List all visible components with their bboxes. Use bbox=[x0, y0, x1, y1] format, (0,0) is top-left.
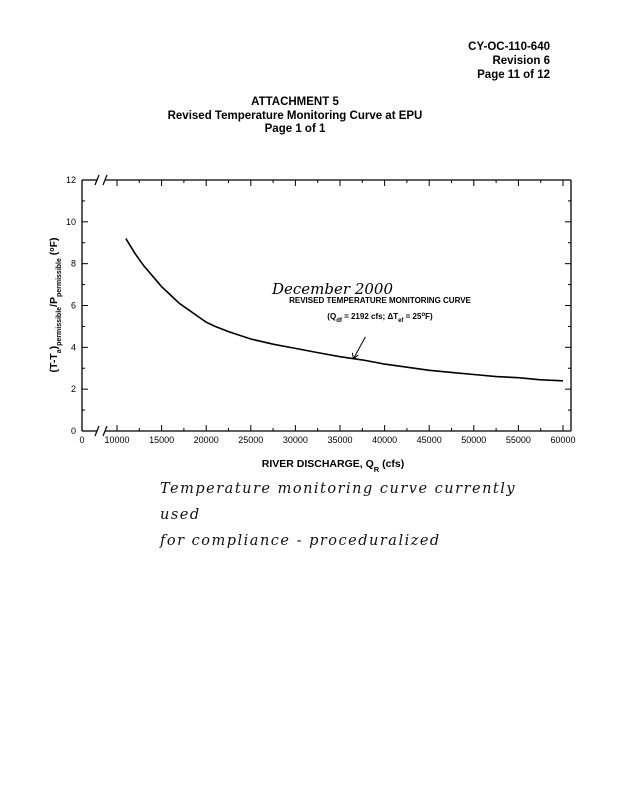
handwritten-note-line-1: Temperature monitoring curve currently used bbox=[160, 481, 517, 523]
attachment-subtitle: Revised Temperature Monitoring Curve at EPU bbox=[167, 109, 423, 122]
annotation-arrow bbox=[352, 337, 365, 359]
x-tick-label-30000: 30000 bbox=[282, 435, 308, 445]
x-tick-label-45000: 45000 bbox=[416, 435, 442, 445]
x-tick-label-20000: 20000 bbox=[193, 435, 219, 445]
attachment-page: Page 1 of 1 bbox=[264, 123, 326, 135]
x-tick-label-origin: 0 bbox=[79, 435, 85, 445]
y-tick-label-12: 12 bbox=[65, 175, 76, 185]
x-axis-title: RIVER DISCHARGE, $Q_R$ (cfs) bbox=[261, 458, 405, 474]
x-tick-label-10000: 10000 bbox=[104, 435, 130, 445]
series-line-revised-curve bbox=[126, 239, 563, 381]
doc-revision: Revision 6 bbox=[492, 55, 550, 67]
annotation-curve-label: REVISED TEMPERATURE MONITORING CURVE bbox=[289, 296, 471, 305]
x-tick-label-40000: 40000 bbox=[372, 435, 398, 445]
x-tick-label-35000: 35000 bbox=[327, 435, 353, 445]
y-tick-label-10: 10 bbox=[65, 216, 76, 227]
attachment-title: ATTACHMENT 5 bbox=[251, 96, 339, 108]
annotation-parameters: ($Q_{df} = 2192$ cfs; $\Delta T_{ef} = 25^oF$) bbox=[327, 312, 433, 324]
handwritten-date: December 2000 bbox=[272, 280, 393, 298]
plot-frame bbox=[82, 175, 571, 436]
handwritten-note bbox=[160, 476, 560, 554]
y-axis-ticks bbox=[66, 175, 571, 436]
x-tick-label-15000: 15000 bbox=[149, 435, 175, 445]
handwritten-note-line-2: for compliance - proceduralized bbox=[160, 533, 441, 549]
y-tick-label-0: 0 bbox=[70, 426, 76, 436]
y-tick-label-2: 2 bbox=[70, 384, 76, 395]
x-tick-label-60000: 60000 bbox=[550, 435, 576, 445]
y-tick-label-8: 8 bbox=[70, 258, 76, 269]
y-tick-label-6: 6 bbox=[70, 300, 76, 311]
x-tick-label-55000: 55000 bbox=[505, 435, 531, 445]
x-tick-label-25000: 25000 bbox=[238, 435, 264, 445]
doc-page: Page 11 of 12 bbox=[477, 69, 550, 81]
x-tick-label-50000: 50000 bbox=[461, 435, 487, 445]
y-tick-label-4: 4 bbox=[70, 342, 76, 353]
y-axis-title: $(T-T_a)_{permissible}/P_{permissible}$ ($^o$F) bbox=[48, 237, 63, 373]
doc-number: CY-OC-110-640 bbox=[468, 41, 550, 53]
